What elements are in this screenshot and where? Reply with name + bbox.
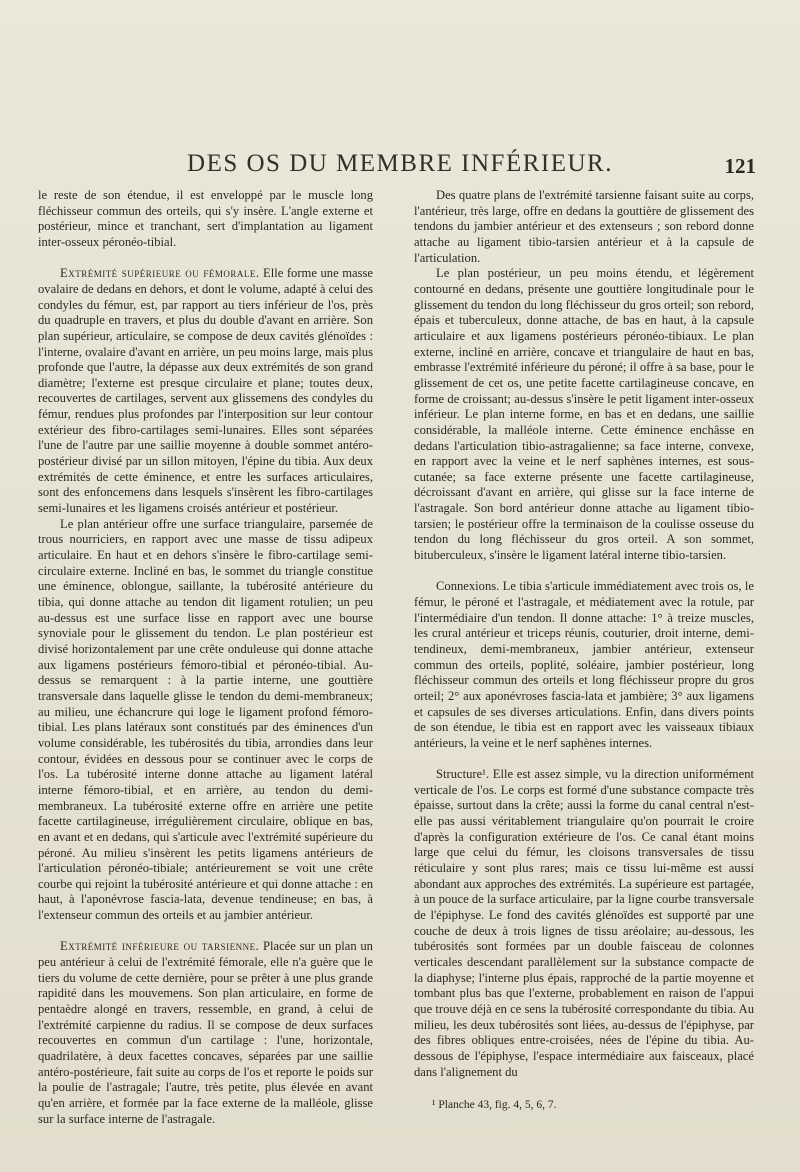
paragraph-body: Placée sur un plan un peu antérieur à celui de l'extrémité fémorale, elle n'a guère que le tiers du volume de cette dernière, pour se prêter à une plus grande rapidité dans les mouvemens. Son plan articulaire, en forme de pentaèdre alongé en travers, ressemble, en grand, à celui de l'extrémité carpienne du radius. Il se compose de deux surfaces recouvertes en commun d'un cartilage : l'une, horizontale, quadrilatère, à deux facettes concaves, séparées par une saillie antéro-postérieure, fait suite au corps de l'os et reporte le poids sur la poulie de l'astragale; l'autre, très petite, plus élevée en avant qu'en arrière, et formée par la face externe de la malléole, glisse sur la surface interne de l'astragale. — [38, 939, 373, 1126]
footnote: ¹ Planche 43, fig. 4, 5, 6, 7. — [432, 1099, 557, 1112]
section-extremite-superieure — [38, 266, 373, 517]
paragraph: Le plan postérieur, un peu moins étendu, et légèrement contourné en dedans, présente une gouttière longitudinale pour le glissement du tendon du long fléchisseur du gros orteil; son rebord, épais et tuberculeux, donne attache, de bas en haut, à la capsule articulaire et aux ligamens postérieurs péronéo-tibiaux. Le plan externe, incliné en arrière, concave et triangulaire de haut en bas, embrasse l'extrémité inférieure du péroné; il offre à sa base, pour le glissement de cet os, une petite facette cartilagineuse concave, en forme de croissant; au-dessus s'insère le petit ligament inter-osseux inférieur. Le plan interne forme, en bas et en dedans, une saillie considérable, la malléole interne. Cette éminence enchâsse en dedans l'articulation tibio-astragalienne; sa face interne, convexe, en rapport avec la veine et le nerf saphènes internes, est sous-cutanée; sa face externe présente une facette cartilagineuse, décroissant d'avant en arrière, qui glisse sur la face interne de l'astragale. Son bord antérieur donne attache au ligament tibio-tarsien; le postérieur offre la terminaison de la coulisse osseuse du tendon du long fléchisseur du gros orteil. A son sommet, bituberculeux, s'insère le ligament latéral interne tibio-tarsien. — [414, 266, 754, 563]
page-header — [0, 150, 800, 180]
paragraph-connexions: Connexions. Le tibia s'articule immédiatement avec trois os, le fémur, le péroné et l'astragale, et médiatement avec la rotule, par l'intermédiaire d'un tendon. Il donne attache: 1° à treize muscles, les crural antérieur et triceps réunis, couturier, droit interne, demi-tendineux, demi-membraneux, jambier antérieur, extenseur commun des orteils, poplité, soléaire, jambier postérieur, long fléchisseur commun des orteils et long fléchisseur propre du gros orteil; 2° aux aponévroses fascia-lata et jambière; 3° aux ligamens et capsules de ses diverses articulations. Enfin, dans divers points de son étendue, le tibia est en rapport avec les vaisseaux tibiaux antérieurs, la veine et le nerf saphènes internes. — [414, 579, 754, 750]
right-column — [414, 188, 754, 1114]
section-heading: Extrémité supérieure ou fémorale. — [60, 266, 260, 281]
page-number: 121 — [724, 154, 756, 178]
running-head: DES OS DU MEMBRE INFÉRIEUR. — [187, 150, 613, 177]
paragraph-body: Elle forme une masse ovalaire de dedans en dehors, et dont le volume, adapté à celui des condyles du fémur, est, par rapport au tiers inférieur de l'os, près du quadruple en travers, et plus du double d'avant en arrière. Son plan supérieur, articulaire, se compose de deux cavités glénoïdes : l'interne, ovalaire d'avant en arrière, un peu moins large, mais plus profonde que l'autre, la dépasse aux deux extrémités de son grand diamètre; l'externe est presque circulaire et plane; toutes deux, recouvertes de cartilages, servent aux glissemens des condyles du fémur, rendues plus profondes par l'interposition sur leur contour extérieur des fibro-cartilages semi-lunaires. Elles sont séparées l'une de l'autre par une saillie moyenne à double sommet antéro-postérieur divisé par un sillon mitoyen, l'épine du tibia. Aux deux extrémités de cette éminence, et entre les surfaces articulaires, sont des enfoncemens dans lesquels s'insèrent les fibro-cartilages semi-lunaires et les ligamens croisés antérieur et postérieur. — [38, 266, 374, 516]
left-column — [38, 188, 373, 1127]
paragraph: Des quatre plans de l'extrémité tarsienne faisant suite au corps, l'antérieur, très large, offre en dedans la gouttière de glissement des tendons du jambier antérieur et des extenseurs ; son rebord donne attache au ligament tibio-tarsien antérieur et à la capsule de l'articulation. — [414, 188, 754, 265]
paragraph: le reste de son étendue, il est enveloppé par le muscle long fléchisseur commun des orteils, qui s'y insère. L'angle externe et postérieur, mince et tranchant, sert d'implantation au ligament inter-osseux péronéo-tibial. — [38, 188, 373, 249]
paragraph: Le plan antérieur offre une surface triangulaire, parsemée de trous nourriciers, en rapport avec une masse de tissu adipeux articulaire. En haut et en dehors s'insère le fibro-cartilage semi-circulaire externe. Incliné en bas, le sommet du triangle constitue une éminence, oblongue, saillante, la tubérosité antérieure du tibia, qui donne attache au tendon dit ligament rotulien; un peu au-dessus est une surface lisse en rapport avec une bourse synoviale pour le glissement du tendon. Le plan postérieur est divisé horizontalement par une crête onduleuse qui donne attache aux ligamens postérieurs fémoro-tibial et péronéo-tibial. Au-dessus se remarquent : à la partie interne, une gouttière transversale dans laquelle glisse le tendon du demi-membraneux; au milieu, une échancrure qui loge le ligament profond fémoro-tibial. Les plans latéraux sont constitués par des éminences d'un volume considérable, les tubérosités du tibia, arrondies dans leur contour, évidées en dessous pour se continuer avec le corps de l'os. La tubérosité interne donne attache au ligament latéral interne fémoro-tibial, et en arrière, au tendon du demi-membraneux. La tubérosité externe offre en arrière une petite facette cartilagineuse, irrégulièrement circulaire, oblique en bas, en avant et en dedans, qui s'articule avec l'extrémité supérieure du péroné. Au milieu s'insèrent les petits ligamens antérieurs de l'articulation péronéo-tibiale; antérieurement se voit une crête courbe qui rejoint la tubérosité antérieure et qui donne attache : en haut, à l'aponévrose fascia-lata, devenue tendineuse; en bas, à l'extenseur commun des orteils et au jambier antérieur. — [38, 516, 373, 923]
section-extremite-inferieure — [38, 939, 373, 1127]
section-heading: Extrémité inférieure ou tarsienne. — [60, 939, 260, 954]
paragraph-structure: Structure¹. Elle est assez simple, vu la direction uniformément verticale de l'os. Le corps est formé d'une substance compacte très épaisse, surtout dans la crête; aussi la forme du canal central n'est-elle pas aussi véritablement triangulaire qu'on pourrait le croire d'après la configuration extérieure de l'os. Ce canal étant moins large que celui du fémur, les cloisons transversales de tissu réticulaire y sont plus rares; mais ce tissu lui-même est aussi abondant aux approches des extrémités. La supérieure est partagée, à un pouce de la surface articulaire, par la ligne courbe transversale de l'épiphyse. Le fond des cavités glénoïdes est supporté par une couche de deux à trois lignes de tissu aréolaire; au-dessous, les tubérosités sont formées par un double faisceau de colonnes verticales descendant parallèlement sur la substance compacte de la diaphyse; l'interne plus épais, rapproché de la partie moyenne et tombant plus bas que l'externe, probablement en raison de l'appui que trouve déjà en ce sens la tubérosité correspondante du tibia. Au milieu, les deux tubérosités sont liées, au-dessus de l'épiphyse, par des fibres obliques entre-croisées, nées de l'épine du tibia. Au-dessous de l'épiphyse, l'espace intermédiaire aux faisceaux, placé dans l'alignement du — [414, 767, 754, 1079]
